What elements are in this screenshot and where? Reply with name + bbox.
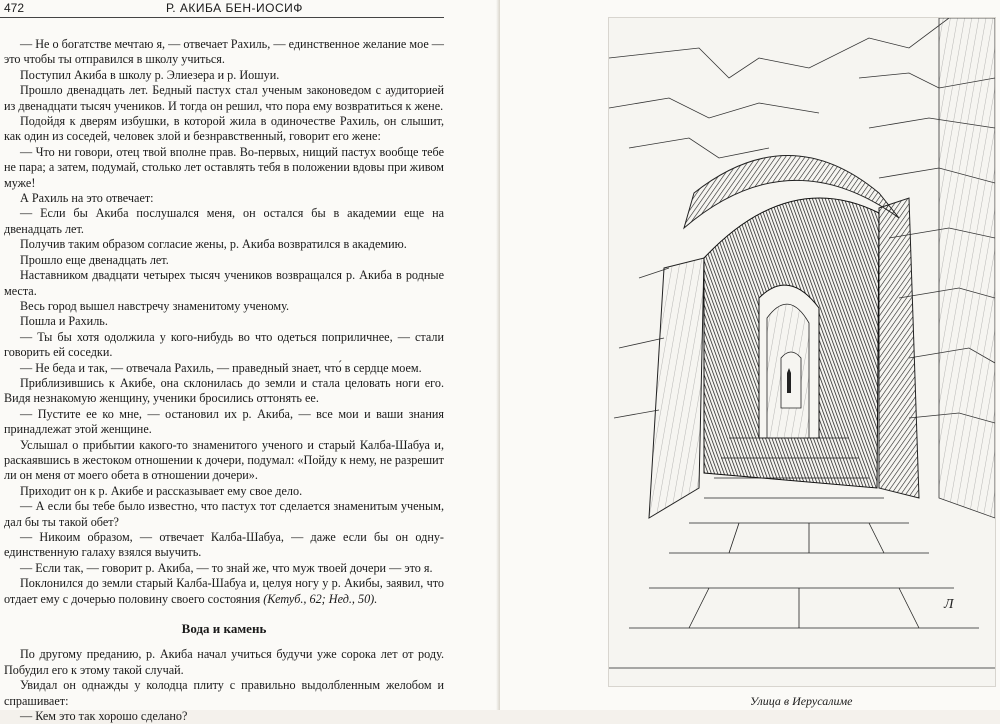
illustration-caption: Улица в Иерусалиме <box>750 694 853 708</box>
paragraph: — Если так, — говорит р. Акиба, — то знай же, что муж твоей дочери — это я. <box>20 560 433 575</box>
paragraph: — Не о богатстве мечтаю я, — отвечает Рахиль, — единственное желание мое — это чтобы ты отправился в школу учиться. <box>4 37 444 67</box>
paragraph: — Ты бы хотя одолжила у кого-нибудь во что одеться поприличнее, — стали говорить ей соседки. <box>4 329 444 360</box>
paragraph: Приблизившись к Акибе, она склонилась до земли и стала целовать ноги его. Видя незнакомую женщину, ученики бросились оттонять ее. <box>4 375 444 406</box>
running-head <box>0 0 444 16</box>
paragraph: Наставником двадцати четырех тысяч учеников возвращался р. Акиба в родные места. <box>4 268 444 298</box>
paragraph: — Если бы Акиба послушался меня, он остался бы в академии еще на двенадцать лет. <box>4 206 444 236</box>
paragraph: Увидал он однажды у колодца плиту с правильно выдолбленным желобом и спрашивает: <box>4 678 444 708</box>
paragraph: По другому преданию, р. Акиба начал учиться будучи уже сорока лет от роду. Побудил его к этому такой случай. <box>4 647 444 677</box>
paragraph: Прошло двенадцать лет. Бедный пастух стал ученым законоведом с аудиторией из двенадцати тысяч учеников. И тогда он решил, что пора ему возвратиться к жене. <box>4 83 444 113</box>
paragraph: — Что ни говори, отец твой вполне прав. Во-первых, нищий пастух вообще тебе не пара; а затем, подумай, столько лет оставлять тебя в положении вдовы при живом муже! <box>4 144 444 190</box>
paragraph: — Пустите ее ко мне, — остановил их р. Акиба, — все мои и ваши знания принадлежат этой женщине. <box>4 406 444 437</box>
paragraph: Подойдя к дверям избушки, в которой жила в одиночестве Рахиль, он слышит, как один из соседей, человек злой и безнравственный, говорит его жене: <box>4 114 444 144</box>
paragraph: — Кем это так хорошо сделано? <box>20 709 188 724</box>
header-rule <box>0 17 444 18</box>
arch-drawing <box>609 18 995 686</box>
body-text <box>4 37 444 724</box>
section-title: Вода и камень <box>181 621 267 637</box>
right-page <box>500 0 1000 710</box>
paragraph: — Никоим образом, — отвечает Калба-Шабуа, — даже если бы он одну-единственную галаху взялся выучить. <box>4 530 444 560</box>
paragraph: Пошла и Рахиль. <box>20 314 108 329</box>
paragraph: Поступил Акиба в школу р. Элиезера и р. Иошуи. <box>20 67 280 82</box>
paragraph-text: Поклонился до земли старый Калба-Шабуа и, целуя ногу у р. Акибы, заявил, что отдает ему с дочерью половину своего состояния <box>4 576 444 606</box>
paragraph: Приходит он к р. Акибе и рассказывает ему свое дело. <box>20 483 303 498</box>
street-sketch <box>608 17 996 687</box>
paragraph: Весь город вышел навстречу знаменитому ученому. <box>20 298 290 313</box>
paragraph: Прошло еще двенадцать лет. <box>20 252 169 267</box>
running-title: Р. АКИБА БЕН-ИОСИФ <box>166 1 303 15</box>
page-number: 472 <box>4 1 25 15</box>
artist-signature: Л <box>944 597 954 612</box>
source-reference: (Кетуб., 62; Нед., 50). <box>263 591 378 606</box>
paragraph: — Не беда и так, — отвечала Рахиль, — праведный знает, что́ в сердце моем. <box>20 360 422 375</box>
paragraph-with-reference <box>4 576 444 607</box>
paragraph: Услышал о прибытии какого-то знаменитого ученого и старый Калба-Шабуа и, раскаявшись в жестоком отношении к дочери, подумал: «Пойду к нему, не разрешит ли он меня от моего обета в отношении дочери». <box>4 437 444 483</box>
paragraph: Получив таким образом согласие жены, р. Акиба возвратился в академию. <box>20 237 407 252</box>
paragraph: А Рахиль на это отвечает: <box>20 191 154 206</box>
paragraph: — А если бы тебе было известно, что пастух тот сделается знаменитым ученым, дал бы ты такой обет? <box>4 499 444 529</box>
